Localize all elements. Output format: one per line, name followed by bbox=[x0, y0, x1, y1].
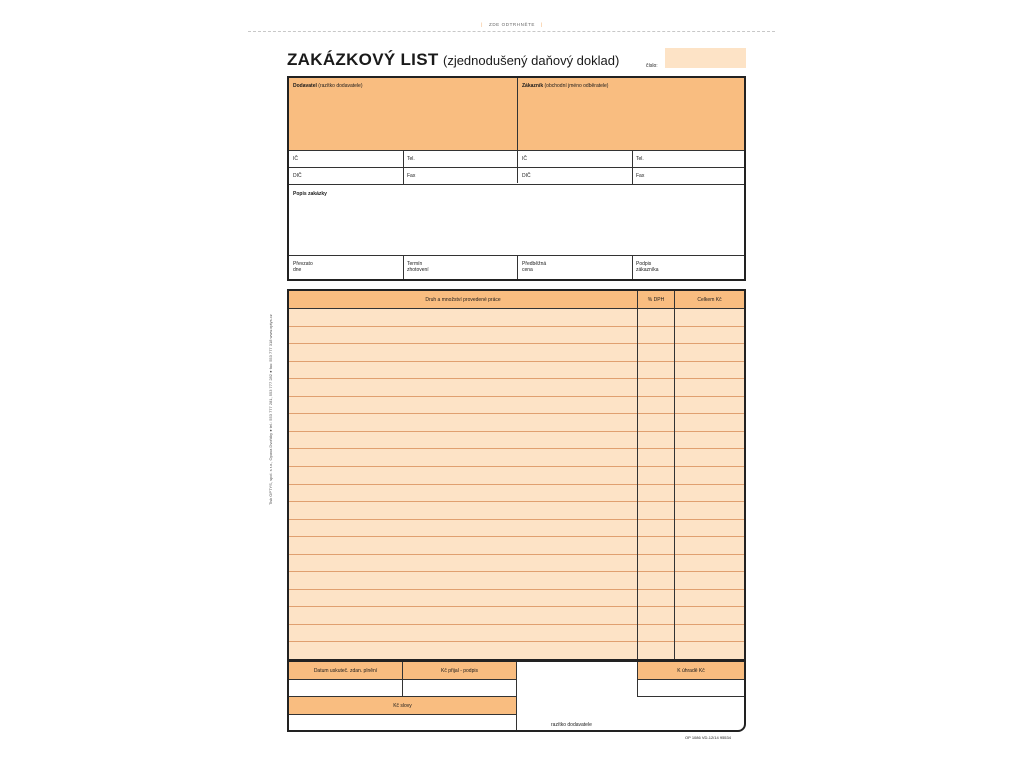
table-row-line bbox=[289, 484, 744, 485]
column-work: Druh a množství provedené práce bbox=[425, 297, 501, 303]
table-row-line bbox=[289, 326, 744, 327]
order-description-label: Popis zakázky bbox=[293, 191, 327, 197]
supplier-fax: Fax bbox=[407, 173, 416, 179]
table-row-line bbox=[289, 571, 744, 572]
title-subtitle: (zjednodušený daňový doklad) bbox=[442, 53, 620, 68]
received-date-label: Převzato dne bbox=[293, 261, 313, 273]
tear-off-line bbox=[248, 31, 775, 32]
table-row-line bbox=[289, 466, 744, 467]
table-row-line bbox=[289, 396, 744, 397]
number-label: číslo: bbox=[646, 63, 658, 69]
customer-fax: Fax bbox=[636, 173, 645, 179]
table-row-line bbox=[289, 554, 744, 555]
table-row-line bbox=[289, 606, 744, 607]
date-of-supply-field[interactable] bbox=[289, 680, 402, 696]
received-signature-label: Kč přijal - podpis bbox=[441, 668, 478, 674]
column-vat: % DPH bbox=[647, 297, 665, 303]
table-row-line bbox=[289, 641, 744, 642]
printer-info: Tisk OPTYS, spol. s r.o., Opava Dvořáky ● tel.: 553 777 281, 553 777 282 ● fax: 553 777 318 www.optys.cz bbox=[268, 314, 273, 505]
column-total: Celkem Kč bbox=[697, 297, 722, 303]
payment-block bbox=[287, 660, 746, 732]
estimated-price-label: Předběžná cena bbox=[522, 261, 547, 273]
table-row-line bbox=[289, 378, 744, 379]
amount-in-words-label: Kč slovy bbox=[393, 703, 412, 709]
amount-in-words-field[interactable] bbox=[289, 715, 516, 730]
customer-tel: Tel. bbox=[636, 156, 644, 162]
to-pay-label: K úhradě Kč bbox=[677, 668, 705, 674]
table-row-line bbox=[289, 448, 744, 449]
customer-signature-label: Podpis zákazníka bbox=[636, 261, 659, 273]
received-signature-field[interactable] bbox=[403, 680, 516, 696]
title-main: ZAKÁZKOVÝ LIST bbox=[287, 50, 439, 69]
supplier-dic: DIČ bbox=[293, 173, 302, 179]
work-table-body[interactable] bbox=[289, 308, 744, 659]
number-field[interactable] bbox=[665, 48, 746, 68]
table-row-line bbox=[289, 624, 744, 625]
work-table bbox=[287, 289, 746, 661]
customer-label: Zákazník (obchodní jméno odběratele) bbox=[522, 83, 609, 89]
table-row-line bbox=[289, 431, 744, 432]
table-row-line bbox=[289, 589, 744, 590]
tear-off-label: | ZDE ODTRHNĚTE | bbox=[481, 22, 543, 27]
table-row-line bbox=[289, 361, 744, 362]
customer-ic: IČ bbox=[522, 156, 527, 162]
to-pay-field[interactable] bbox=[638, 680, 744, 696]
customer-dic: DIČ bbox=[522, 173, 531, 179]
table-row-line bbox=[289, 413, 744, 414]
page-title bbox=[287, 50, 619, 70]
supplier-ic: IČ bbox=[293, 156, 298, 162]
table-row-line bbox=[289, 519, 744, 520]
supplier-label: Dodavatel (razítko dodavatele) bbox=[293, 83, 363, 89]
date-of-supply-label: Datum uskuteč. zdan. plnění bbox=[313, 668, 378, 674]
table-row-line bbox=[289, 343, 744, 344]
form-code: OP 1086 VD-12/14 95534 bbox=[685, 735, 731, 740]
supplier-stamp-label: razítko dodavatele bbox=[551, 722, 592, 728]
header-block bbox=[287, 76, 746, 281]
table-row-line bbox=[289, 501, 744, 502]
deadline-label: Termín zhotovení bbox=[407, 261, 429, 273]
table-row-line bbox=[289, 536, 744, 537]
supplier-tel: Tel. bbox=[407, 156, 415, 162]
